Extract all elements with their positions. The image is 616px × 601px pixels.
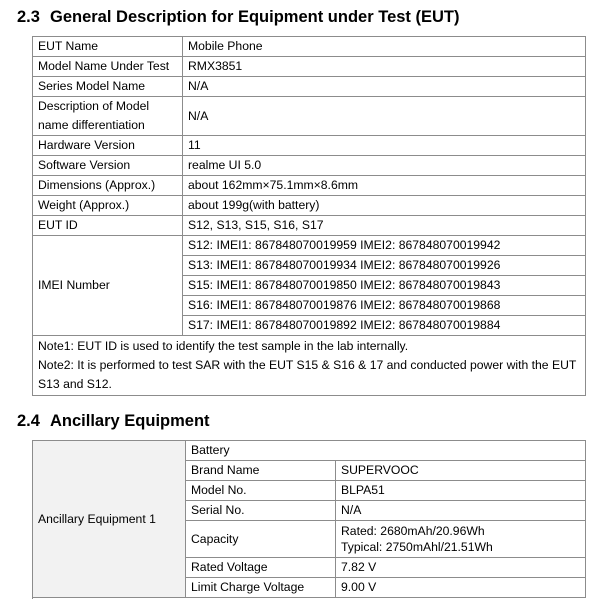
table-row	[33, 156, 586, 176]
row-value: N/A	[183, 97, 586, 136]
row-label: Description of Model name differentiation	[33, 97, 183, 136]
row-label: Hardware Version	[33, 136, 183, 156]
row-label: Model No.	[186, 481, 336, 501]
table-row	[33, 77, 586, 97]
row-value: 11	[183, 136, 586, 156]
table-row	[33, 196, 586, 216]
row-label: Weight (Approx.)	[33, 196, 183, 216]
table-row	[33, 176, 586, 196]
note-1: Note1: EUT ID is used to identify the test sample in the lab internally.	[38, 339, 409, 353]
equipment-label: Ancillary Equipment 1	[33, 441, 186, 598]
ancillary-table	[32, 440, 586, 598]
table-row	[33, 216, 586, 236]
table-row	[33, 37, 586, 57]
row-label: Software Version	[33, 156, 183, 176]
notes-row	[33, 336, 586, 396]
section-heading-eut	[17, 8, 460, 27]
section-heading-ancillary	[17, 412, 210, 431]
row-label: Brand Name	[186, 461, 336, 481]
imei-row	[33, 236, 586, 256]
capacity-label: Capacity	[186, 521, 336, 558]
row-value: S12, S13, S15, S16, S17	[183, 216, 586, 236]
section-title: General Description for Equipment under Test (EUT)	[50, 8, 460, 26]
table-row	[33, 136, 586, 156]
row-value: realme UI 5.0	[183, 156, 586, 176]
row-value: RMX3851	[183, 57, 586, 77]
row-label: Model Name Under Test	[33, 57, 183, 77]
row-value: about 199g(with battery)	[183, 196, 586, 216]
row-label: EUT ID	[33, 216, 183, 236]
table-row	[33, 441, 586, 461]
row-value: SUPERVOOC	[336, 461, 586, 481]
table-row	[33, 57, 586, 77]
section-number: 2.4	[17, 412, 40, 430]
row-label: EUT Name	[33, 37, 183, 57]
section-number: 2.3	[17, 8, 40, 26]
row-value: 9.00 V	[336, 578, 586, 598]
row-label: Limit Charge Voltage	[186, 578, 336, 598]
row-label: Dimensions (Approx.)	[33, 176, 183, 196]
battery-header: Battery	[186, 441, 586, 461]
row-value: Mobile Phone	[183, 37, 586, 57]
capacity-rated: Rated: 2680mAh/20.96Wh	[341, 524, 485, 538]
imei-value: S16: IMEI1: 867848070019876 IMEI2: 867848070019868	[183, 296, 586, 316]
section-title: Ancillary Equipment	[50, 412, 210, 430]
capacity-value	[336, 521, 586, 558]
row-label: Serial No.	[186, 501, 336, 521]
imei-value: S15: IMEI1: 867848070019850 IMEI2: 867848070019843	[183, 276, 586, 296]
row-value: N/A	[183, 77, 586, 97]
row-label: Series Model Name	[33, 77, 183, 97]
row-label: Rated Voltage	[186, 558, 336, 578]
table-row	[33, 97, 586, 136]
row-value: about 162mm×75.1mm×8.6mm	[183, 176, 586, 196]
row-value: 7.82 V	[336, 558, 586, 578]
notes-cell	[33, 336, 586, 396]
imei-value: S17: IMEI1: 867848070019892 IMEI2: 867848070019884	[183, 316, 586, 336]
imei-value: S12: IMEI1: 867848070019959 IMEI2: 867848070019942	[183, 236, 586, 256]
row-value: N/A	[336, 501, 586, 521]
imei-label: IMEI Number	[33, 236, 183, 336]
note-2: Note2: It is performed to test SAR with the EUT S15 & S16 & 17 and conducted power with the EUT S13 and S12.	[38, 357, 577, 391]
row-value: BLPA51	[336, 481, 586, 501]
eut-table	[32, 36, 586, 396]
imei-value: S13: IMEI1: 867848070019934 IMEI2: 867848070019926	[183, 256, 586, 276]
capacity-typical: Typical: 2750mAhl/21.51Wh	[341, 540, 493, 554]
